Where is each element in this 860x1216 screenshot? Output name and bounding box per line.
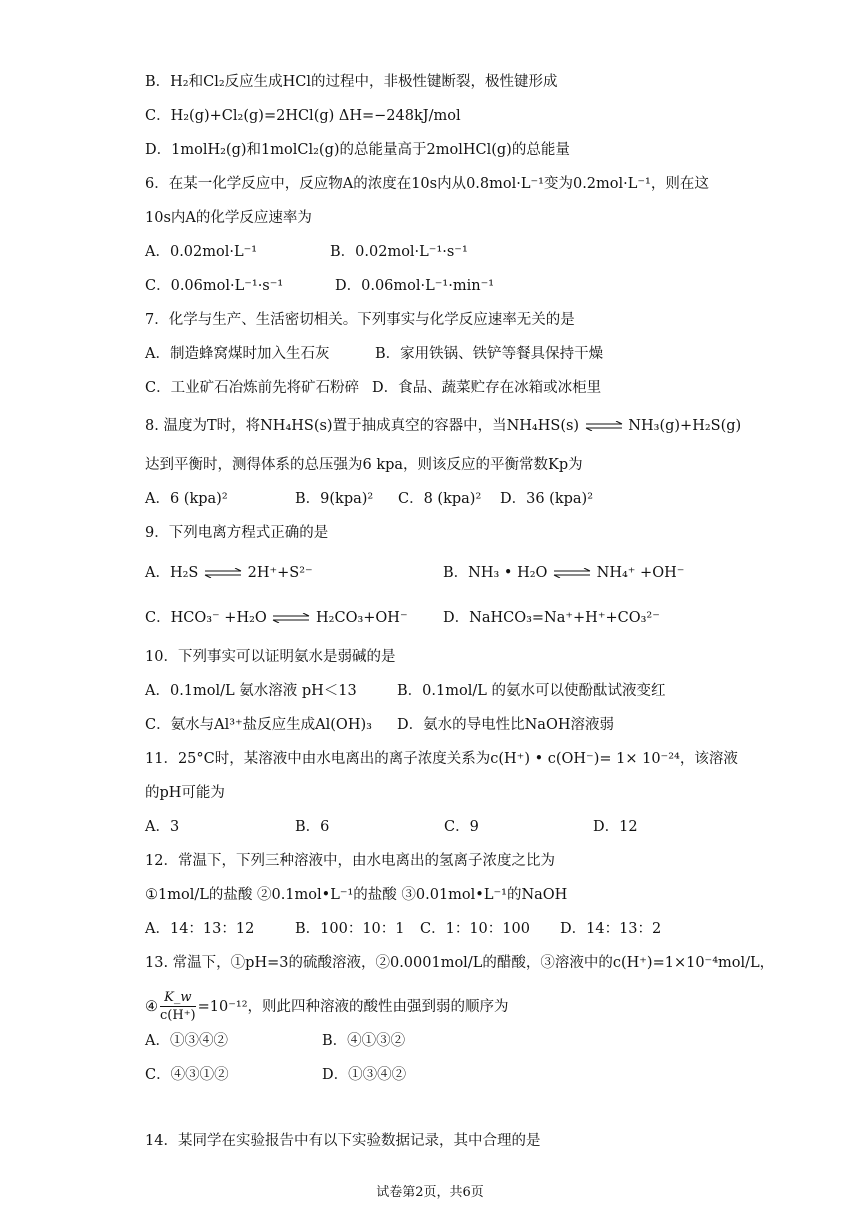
- q11-option-b: B．6: [295, 819, 330, 835]
- fraction-denominator: c(H⁺): [160, 1008, 196, 1023]
- q9-option-a-left: A．H₂S: [145, 565, 199, 581]
- q11-option-a: A．3: [145, 819, 180, 835]
- q6-option-d: D．0.06mol·L⁻¹·min⁻¹: [335, 278, 495, 294]
- q8-stem-line1: [145, 416, 741, 436]
- q9-option-c-left: C．HCO₃⁻ +H₂O: [145, 610, 267, 626]
- q8-option-b: B．9(kpa)²: [295, 491, 374, 507]
- q9-option-c: [145, 608, 408, 628]
- q13-option-a: A．①③④②: [145, 1033, 228, 1049]
- q12-option-c: C．1：10：100: [420, 921, 530, 937]
- equilibrium-arrow-icon: [553, 568, 591, 578]
- q6-stem-line1: 6．在某一化学反应中，反应物A的浓度在10s内从0.8mol·L⁻¹变为0.2mol·L⁻¹，则在这: [145, 176, 709, 192]
- q13-stem-line2-text: =10⁻¹²，则此四种溶液的酸性由强到弱的顺序为: [197, 999, 509, 1015]
- q5-option-d: D．1molH₂(g)和1molCl₂(g)的总能量高于2molHCl(g)的总能量: [145, 142, 570, 158]
- q9-option-b-right: NH₄⁺ +OH⁻: [596, 565, 685, 581]
- equilibrium-arrow-icon: [585, 421, 623, 431]
- q9-stem: 9．下列电离方程式正确的是: [145, 525, 329, 541]
- q12-items: ①1mol/L的盐酸 ②0.1mol•L⁻¹的盐酸 ③0.01mol•L⁻¹的NaOH: [145, 887, 568, 903]
- q10-option-b: B．0.1mol/L 的氨水可以使酚酞试液变红: [397, 683, 666, 699]
- q11-stem-line2: 的pH可能为: [145, 785, 225, 801]
- q11-option-c: C．9: [444, 819, 479, 835]
- fraction-numerator: K_w: [160, 990, 196, 1007]
- q12-option-a: A．14：13：12: [145, 921, 255, 937]
- q8-option-a: A．6 (kpa)²: [145, 491, 228, 507]
- q6-stem-line2: 10s内A的化学反应速率为: [145, 210, 312, 226]
- q9-option-b-left: B．NH₃ • H₂O: [443, 565, 548, 581]
- q7-option-c: C．工业矿石冶炼前先将矿石粉碎: [145, 380, 360, 396]
- q13-option-c: C．④③①②: [145, 1067, 229, 1083]
- q13-item-4-marker: ④: [145, 999, 158, 1015]
- q9-option-a-right: 2H⁺+S²⁻: [247, 565, 313, 581]
- q8-stem-text-b: NH₃(g)+H₂S(g): [628, 418, 742, 434]
- q10-option-a: A．0.1mol/L 氨水溶液 pH＜13: [145, 683, 357, 699]
- q13-option-b: B．④①③②: [322, 1033, 406, 1049]
- q7-option-d: D．食品、蔬菜贮存在冰箱或冰柜里: [372, 380, 602, 396]
- q6-option-a: A．0.02mol·L⁻¹: [145, 244, 258, 260]
- q5-option-b: B．H₂和Cl₂反应生成HCl的过程中，非极性键断裂，极性键形成: [145, 74, 558, 90]
- kw-fraction: [160, 990, 196, 1024]
- equilibrium-arrow-icon: [204, 568, 242, 578]
- q11-option-d: D．12: [593, 819, 638, 835]
- q12-stem: 12．常温下，下列三种溶液中，由水电离出的氢离子浓度之比为: [145, 853, 555, 869]
- q9-option-c-right: H₂CO₃+OH⁻: [316, 610, 408, 626]
- q7-stem: 7．化学与生产、生活密切相关。下列事实与化学反应速率无关的是: [145, 312, 575, 328]
- q10-option-c: C．氨水与Al³⁺盐反应生成Al(OH)₃: [145, 717, 372, 733]
- q13-stem-line1: 13. 常温下，①pH=3的硫酸溶液，②0.0001mol/L的醋酸，③溶液中的c(H⁺)=1×10⁻⁴mol/L，: [145, 955, 775, 971]
- q6-option-c: C．0.06mol·L⁻¹·s⁻¹: [145, 278, 284, 294]
- q8-stem-text-a: 8. 温度为T时，将NH₄HS(s)置于抽成真空的容器中，当NH₄HS(s): [145, 418, 580, 434]
- q14-stem: 14．某同学在实验报告中有以下实验数据记录，其中合理的是: [145, 1133, 541, 1149]
- q10-option-d: D．氨水的导电性比NaOH溶液弱: [397, 717, 614, 733]
- q5-option-c: C．H₂(g)+Cl₂(g)=2HCl(g) ΔH=−248kJ/mol: [145, 108, 461, 124]
- q6-option-b: B．0.02mol·L⁻¹·s⁻¹: [330, 244, 468, 260]
- q12-option-b: B．100：10：1: [295, 921, 405, 937]
- q13-stem-line2: [145, 990, 509, 1024]
- q13-option-d: D．①③④②: [322, 1067, 407, 1083]
- q8-option-c: C．8 (kpa)²: [398, 491, 482, 507]
- equilibrium-arrow-icon: [272, 613, 310, 623]
- q10-stem: 10．下列事实可以证明氨水是弱碱的是: [145, 649, 396, 665]
- q7-option-a: A．制造蜂窝煤时加入生石灰: [145, 346, 330, 362]
- q8-stem-line2: 达到平衡时，测得体系的总压强为6 kpa，则该反应的平衡常数Kp为: [145, 457, 583, 473]
- q7-option-b: B．家用铁锅、铁铲等餐具保持干燥: [375, 346, 604, 362]
- q9-option-d: D．NaHCO₃=Na⁺+H⁺+CO₃²⁻: [443, 610, 660, 626]
- q11-stem-line1: 11．25°C时，某溶液中由水电离出的离子浓度关系为c(H⁺) • c(OH⁻)= 1× 10⁻²⁴，该溶液: [145, 751, 738, 767]
- q9-option-a: [145, 563, 313, 583]
- q9-option-b: [443, 563, 684, 583]
- q8-option-d: D．36 (kpa)²: [500, 491, 594, 507]
- q12-option-d: D．14：13：2: [560, 921, 662, 937]
- page-footer: 试卷第2页，共6页: [376, 1185, 484, 1200]
